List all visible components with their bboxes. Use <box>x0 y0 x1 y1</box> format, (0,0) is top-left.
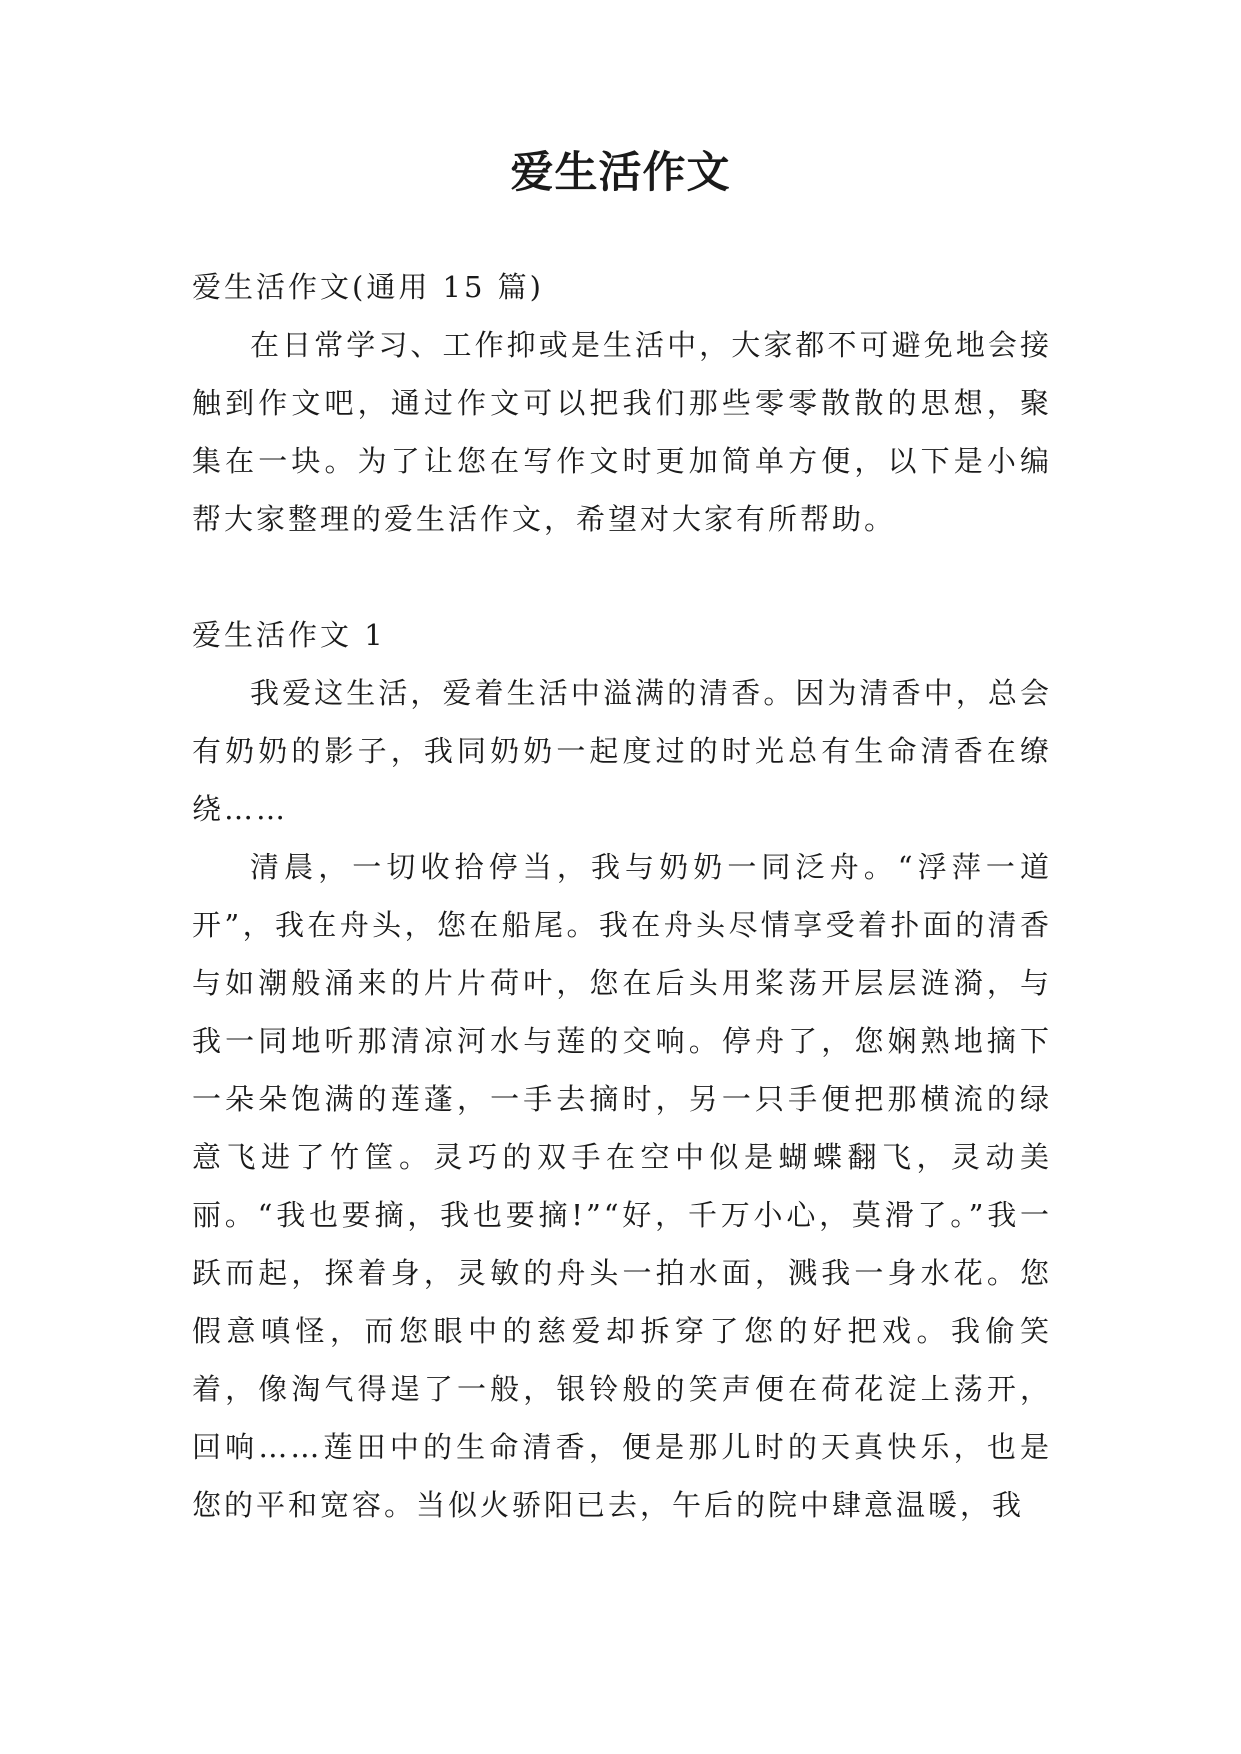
document-subtitle: 爱生活作文(通用 15 篇) <box>192 270 544 304</box>
document-body <box>192 258 1052 1534</box>
section-paragraph: 清晨，一切收拾停当，我与奶奶一同泛舟。“浮萍一道开”，我在舟头，您在船尾。我在舟头尽情享受着扑面的清香与如潮般涌来的片片荷叶，您在后头用桨荡开层层涟漪，与我一同地听那清凉河水与莲的交响。停舟了，您娴熟地摘下一朵朵饱满的莲蓬，一手去摘时，另一只手便把那横流的绿意飞进了竹筐。灵巧的双手在空中似是蝴蝶翻飞，灵动美丽。“我也要摘，我也要摘!”“好，千万小心，莫滑了。”我一跃而起，探着身，灵敏的舟头一拍水面，溅我一身水花。您假意嗔怪，而您眼中的慈爱却拆穿了您的好把戏。我偷笑着，像淘气得逞了一般，银铃般的笑声便在荷花淀上荡开，回响……莲田中的生命清香，便是那儿时的天真快乐，也是您的平和宽容。当似火骄阳已去，午后的院中肆意温暖，我 <box>192 850 1052 1522</box>
section-heading: 爱生活作文 1 <box>192 618 386 652</box>
document-title: 爱生活作文 <box>510 148 731 198</box>
section-spacer <box>192 548 1052 606</box>
section-paragraph: 我爱这生活，爱着生活中溢满的清香。因为清香中，总会有奶奶的影子，我同奶奶一起度过的时光总有生命清香在缭绕…… <box>192 676 1052 826</box>
intro-paragraph: 在日常学习、工作抑或是生活中，大家都不可避免地会接触到作文吧，通过作文可以把我们那些零零散散的思想，聚集在一块。为了让您在写作文时更加简单方便，以下是小编帮大家整理的爱生活作文，希望对大家有所帮助。 <box>192 328 1052 536</box>
